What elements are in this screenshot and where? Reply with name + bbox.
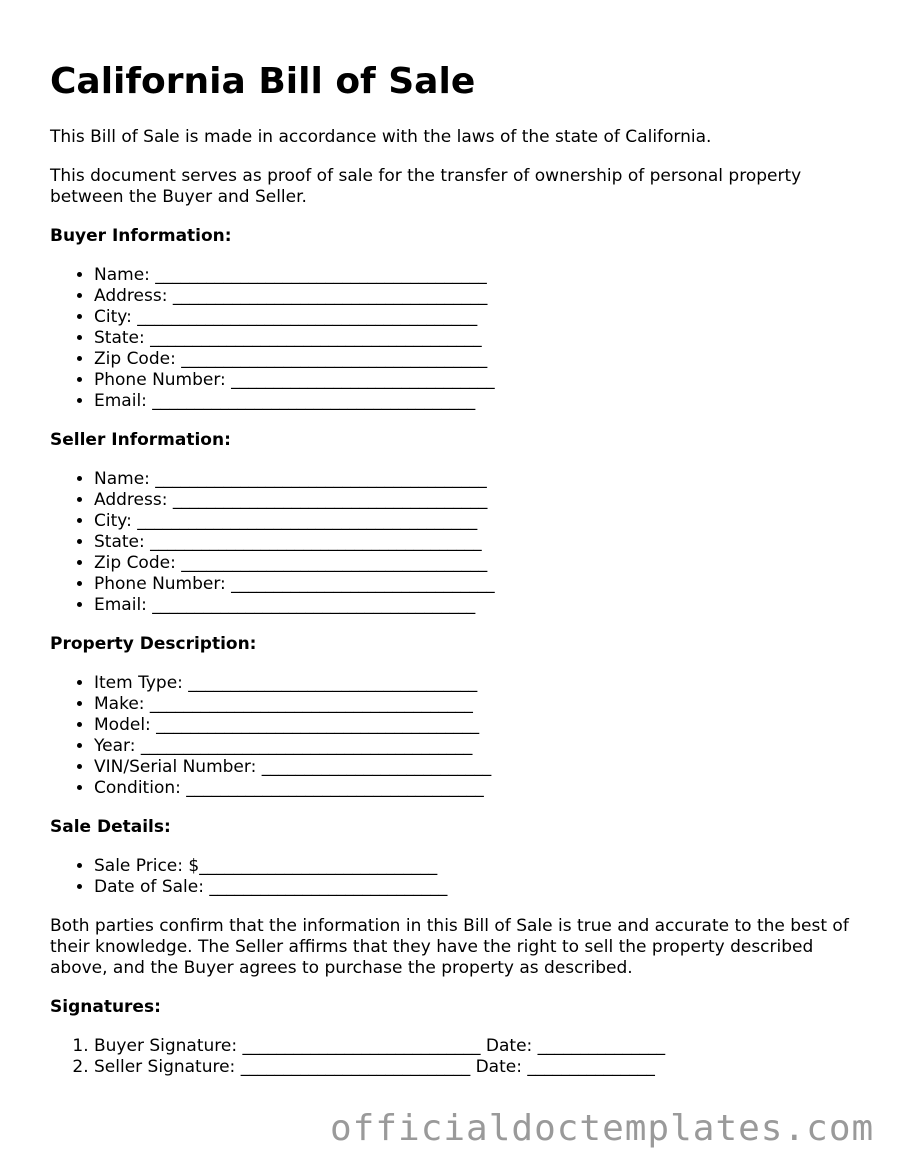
signatures-heading: Signatures: [50,997,161,1018]
document-page [50,60,870,1096]
seller-zip-field: • Zip Code: ____________________________________ [94,553,870,574]
buyer-phone-field: • Phone Number: _______________________________ [94,370,870,391]
signatures-list [50,1036,870,1078]
property-vin-field: • VIN/Serial Number: ___________________________ [94,757,870,778]
watermark: officialdoctemplates.com [330,1108,875,1149]
buyer-email-field: • Email: ______________________________________ [94,391,870,412]
sale-date-field: • Date of Sale: ____________________________ [94,877,870,898]
seller-phone-field: • Phone Number: _______________________________ [94,574,870,595]
sale-heading: Sale Details: [50,817,171,838]
buyer-state-field: • State: _______________________________________ [94,328,870,349]
sale-fields-list [50,856,870,898]
seller-address-field: • Address: _____________________________________ [94,490,870,511]
seller-fields-list [50,469,870,616]
buyer-heading: Buyer Information: [50,226,232,247]
intro-paragraph-2: This document serves as proof of sale for the transfer of ownership of personal property between the Buyer and Seller. [50,166,802,208]
buyer-city-field: • City: ________________________________________ [94,307,870,328]
buyer-zip-field: • Zip Code: ____________________________________ [94,349,870,370]
property-heading: Property Description: [50,634,257,655]
seller-name-field: • Name: _______________________________________ [94,469,870,490]
sale-price-field: • Sale Price: $____________________________ [94,856,870,877]
seller-signature-line: 2. Seller Signature: ___________________________ Date: _______________ [94,1057,870,1078]
buyer-signature-line: 1. Buyer Signature: ____________________________ Date: _______________ [94,1036,870,1057]
property-item-type-field: • Item Type: __________________________________ [94,673,870,694]
property-condition-field: • Condition: ___________________________________ [94,778,870,799]
seller-state-field: • State: _______________________________________ [94,532,870,553]
buyer-address-field: • Address: _____________________________________ [94,286,870,307]
buyer-name-field: • Name: _______________________________________ [94,265,870,286]
property-make-field: • Make: ______________________________________ [94,694,870,715]
property-year-field: • Year: _______________________________________ [94,736,870,757]
confirmation-paragraph: Both parties confirm that the information in this Bill of Sale is true and accurate to the best of their knowledge. The Seller affirms that they have the right to sell the property described above, and the Buyer agrees to purchase the property as described. [50,916,849,979]
seller-heading: Seller Information: [50,430,231,451]
seller-email-field: • Email: ______________________________________ [94,595,870,616]
property-fields-list [50,673,870,799]
page-title: California Bill of Sale [50,61,476,102]
buyer-fields-list [50,265,870,412]
seller-city-field: • City: ________________________________________ [94,511,870,532]
property-model-field: • Model: ______________________________________ [94,715,870,736]
intro-paragraph-1: This Bill of Sale is made in accordance with the laws of the state of California. [50,127,712,148]
